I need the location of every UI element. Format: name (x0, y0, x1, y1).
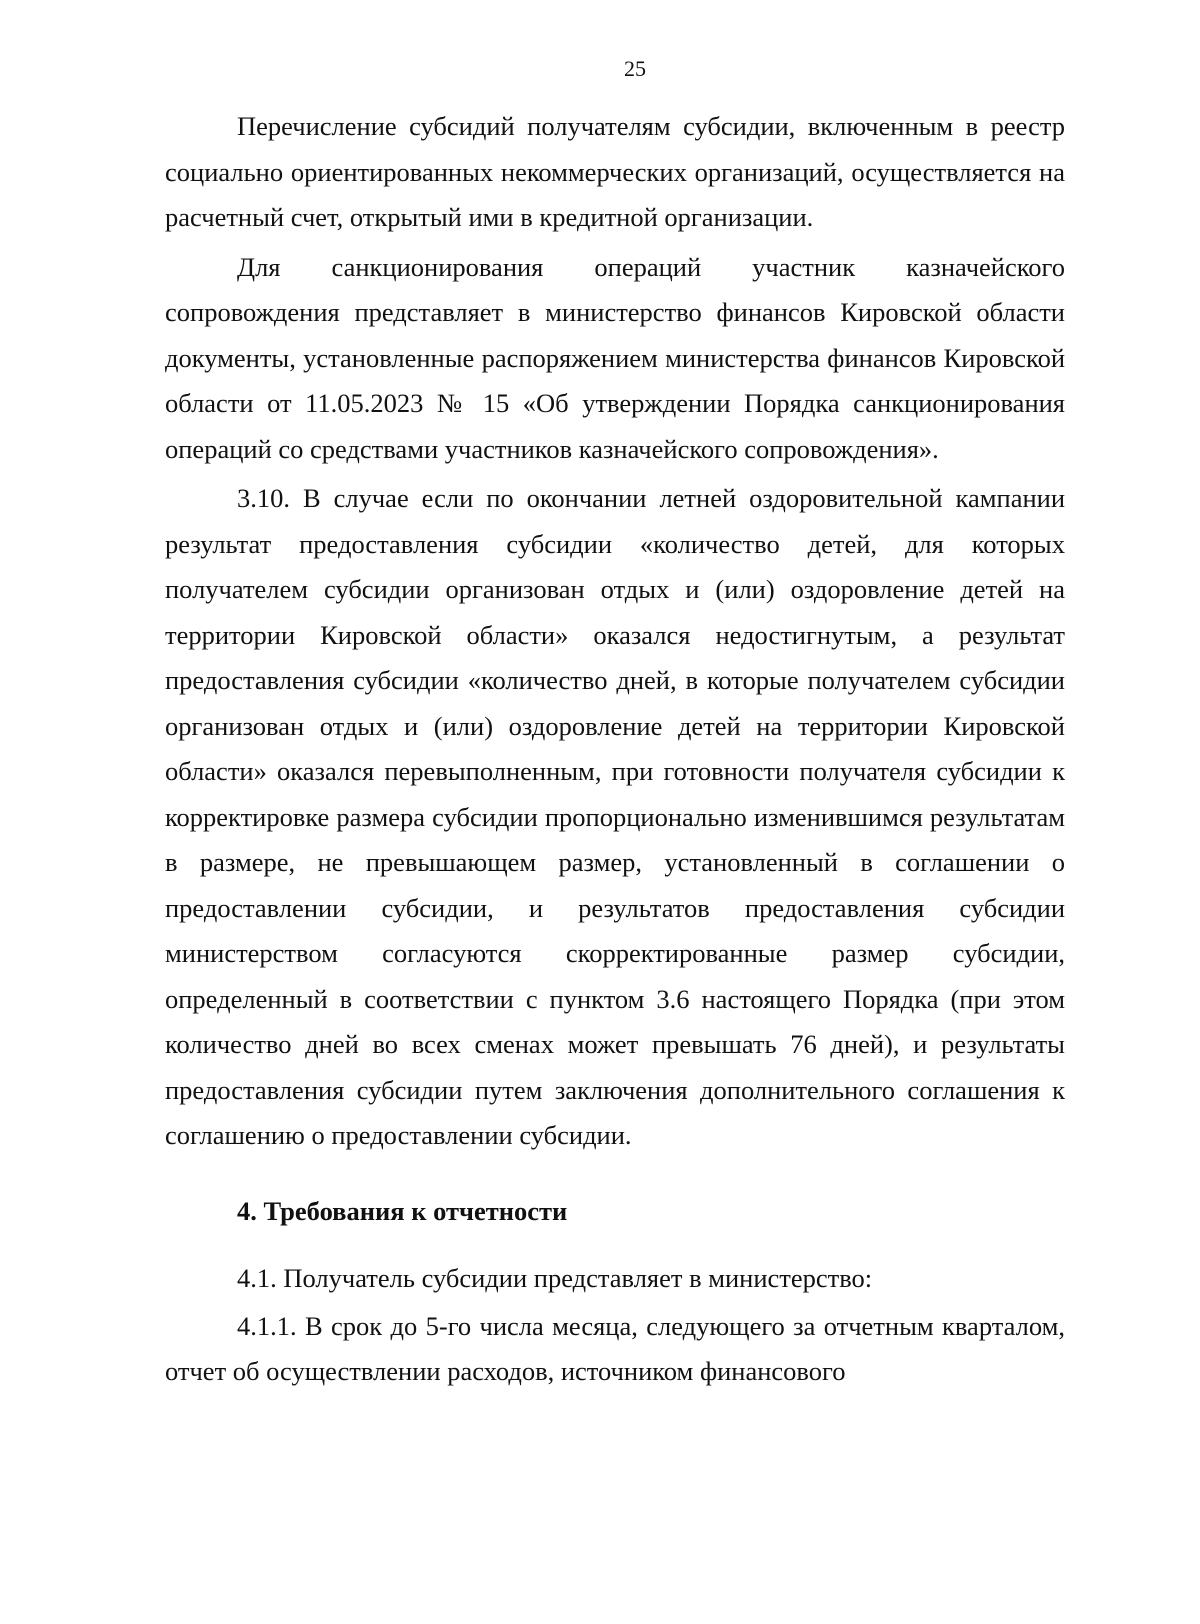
paragraph-3-10: 3.10. В случае если по окончании летней оздоровительной кампании результат предоставления субсидии «количество детей, для которых получателем субсидии организован отдых и (или) оздоровление детей на территории Кировской области» оказался недостигнутым, а результат предоставления субсидии «количество дней, в которые получателем субсидии организован отдых и (или) оздоровление детей на территории Кировской области» оказался перевыполненным, при готовности получателя субсидии к корректировке размера субсидии пропорционально изменившимся результатам в размере, не превышающем размер, установленный в соглашении о предоставлении субсидии, и результатов предоставления субсидии министерством согласуются скорректированные размер субсидии, определенный в соответствии с пунктом 3.6 настоящего Порядка (при этом количество дней во всех сменах может превышать 76 дней), и результаты предоставления субсидии путем заключения дополнительного соглашения к соглашению о предоставлении субсидии. (165, 483, 1065, 1150)
paragraph-sanctioning-operations: Для санкционирования операций участник казначейского сопровождения представляет в министерство финансов Кировской области документы, установленные распоряжением министерства финансов Кировской области от 11.05.2023 № 15 «Об утверждении Порядка санкционирования операций со средствами участников казначейского сопровождения». (165, 251, 1065, 464)
document-body (165, 104, 1065, 1395)
paragraph-4-1: 4.1. Получатель субсидии представляет в министерство: (237, 1263, 873, 1293)
paragraph-transfer-subsidies: Перечисление субсидий получателям субсидии, включенным в реестр социально ориентированных некоммерческих организаций, осуществляется на расчетный счет, открытый ими в кредитной организации. (165, 111, 1065, 232)
page-number: 25 (624, 56, 646, 81)
paragraph-4-1-1: 4.1.1. В срок до 5-го числа месяца, следующего за отчетным кварталом, отчет об осуществлении расходов, источником финансового (165, 1310, 1065, 1386)
section-heading-reporting: 4. Требования к отчетности (237, 1195, 568, 1226)
